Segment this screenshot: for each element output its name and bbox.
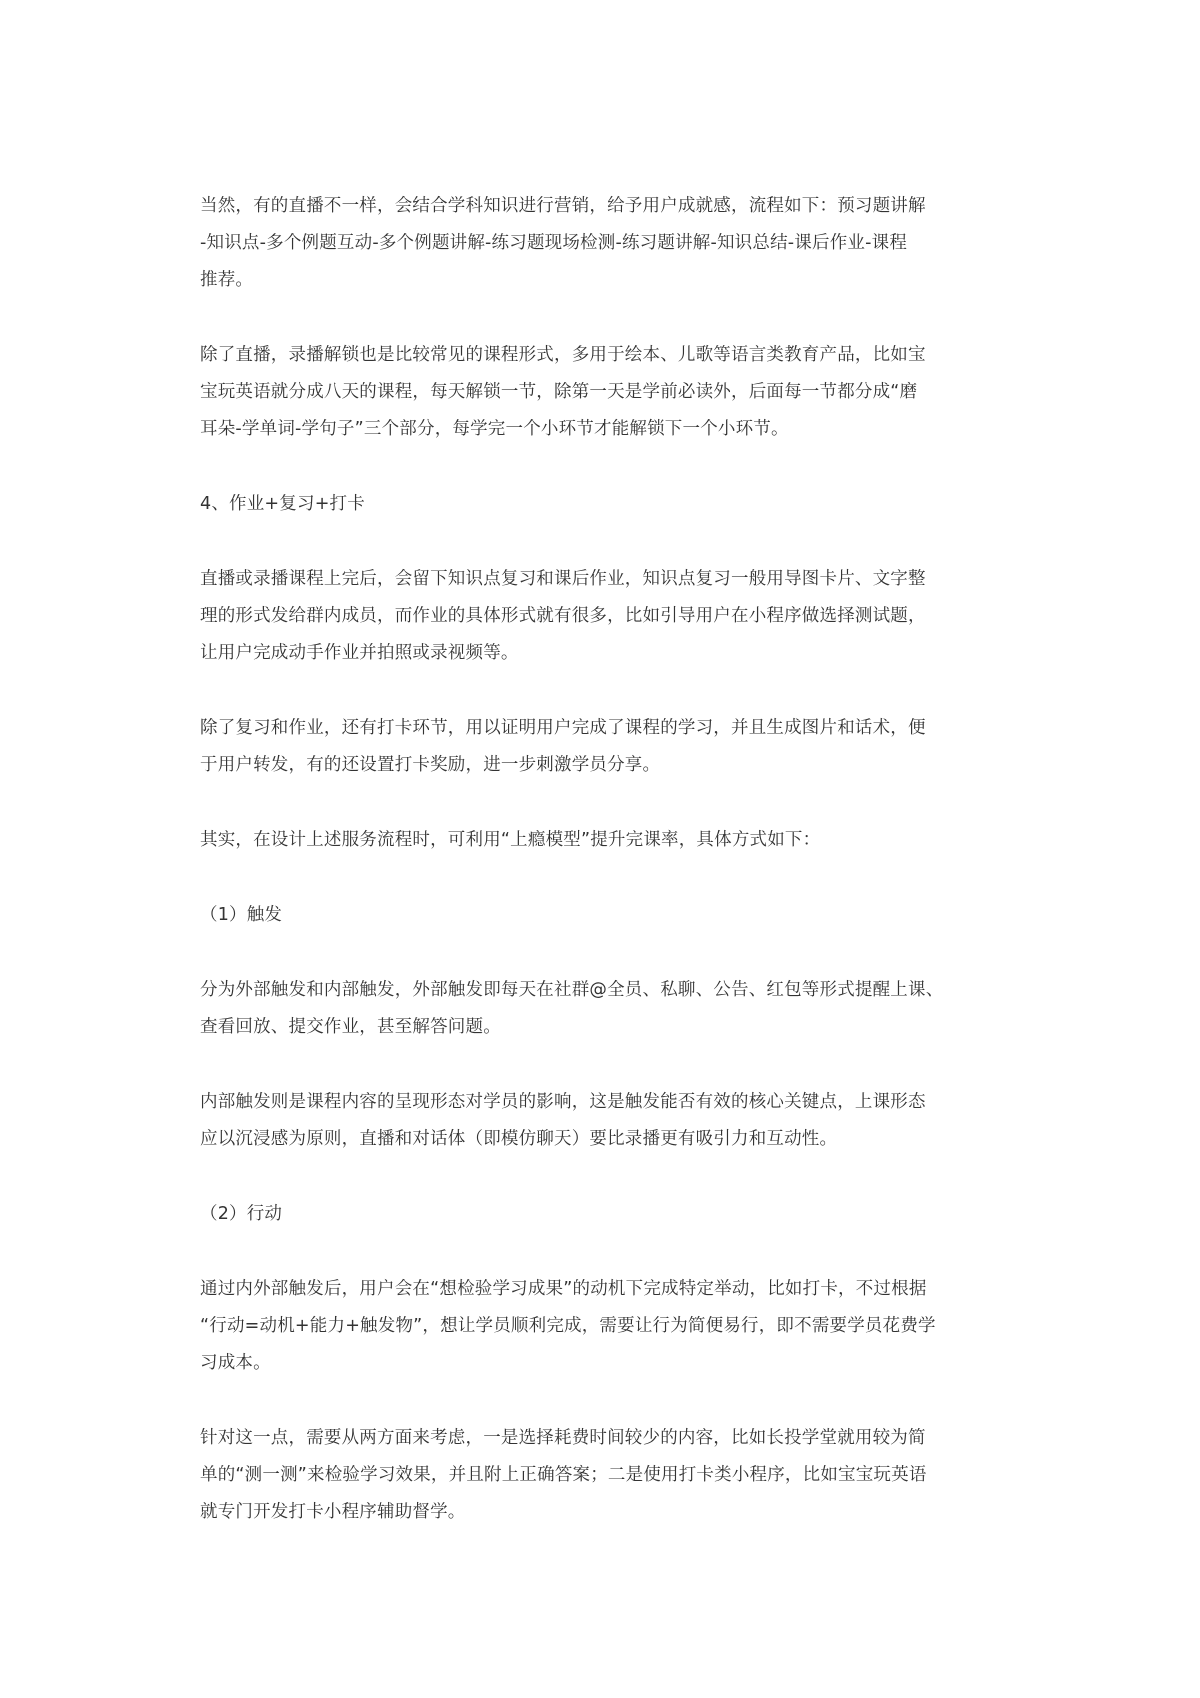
paragraph-external-trigger [200, 972, 1010, 1046]
paragraph-line: 分为外部触发和内部触发，外部触发即每天在社群@全员、私聊、公告、红包等形式提醒上课、 [200, 980, 944, 1000]
paragraph-line: 应以沉浸感为原则，直播和对话体（即模仿聊天）要比录播更有吸引力和互动性。 [200, 1129, 838, 1149]
paragraph-two-aspects [200, 1420, 1010, 1531]
heading-line: （2）行动 [200, 1204, 283, 1224]
paragraph-line: 内部触发则是课程内容的呈现形态对学员的影响，这是触发能否有效的核心关键点，上课形态 [200, 1092, 926, 1112]
section-heading-4 [200, 486, 1010, 523]
paragraph-line: 于用户转发，有的还设置打卡奖励，进一步刺激学员分享。 [200, 755, 661, 775]
paragraph-line: -知识点-多个例题互动-多个例题讲解-练习题现场检测-练习题讲解-知识总结-课后作业-课程 [200, 233, 908, 253]
paragraph-line: 单的“测一测”来检验学习效果，并且附上正确答案；二是使用打卡类小程序，比如宝宝玩英语 [200, 1465, 927, 1485]
paragraph-line: 习成本。 [200, 1353, 271, 1373]
paragraph-line: 直播或录播课程上完后，会留下知识点复习和课后作业，知识点复习一般用导图卡片、文字整 [200, 569, 926, 589]
paragraph-line: 查看回放、提交作业，甚至解答问题。 [200, 1017, 501, 1037]
paragraph-live-marketing [200, 188, 1010, 299]
paragraph-check-in [200, 710, 1010, 784]
paragraph-line: 其实，在设计上述服务流程时，可利用“上瘾模型”提升完课率，具体方式如下： [200, 830, 821, 850]
paragraph-internal-trigger [200, 1084, 1010, 1158]
paragraph-line: 就专门开发打卡小程序辅助督学。 [200, 1502, 466, 1522]
paragraph-line: 针对这一点，需要从两方面来考虑，一是选择耗费时间较少的内容，比如长投学堂就用较为简 [200, 1428, 926, 1448]
paragraph-line: 除了直播，录播解锁也是比较常见的课程形式，多用于绘本、儿歌等语言类教育产品，比如宝 [200, 345, 926, 365]
paragraph-line: 通过内外部触发后，用户会在“想检验学习成果”的动机下完成特定举动，比如打卡，不过根据 [200, 1279, 927, 1299]
heading-line: （1）触发 [200, 905, 283, 925]
paragraph-line: 当然，有的直播不一样，会结合学科知识进行营销，给予用户成就感，流程如下：预习题讲解 [200, 196, 926, 216]
heading-line: 4、作业+复习+打卡 [200, 494, 365, 514]
paragraph-line: “行动=动机+能力+触发物”，想让学员顺利完成，需要让行为简便易行，即不需要学员花费学 [200, 1316, 936, 1336]
paragraph-line: 理的形式发给群内成员，而作业的具体形式就有很多，比如引导用户在小程序做选择测试题， [200, 606, 926, 626]
paragraph-line: 让用户完成动手作业并拍照或录视频等。 [200, 643, 519, 663]
paragraph-recorded-unlock [200, 337, 1010, 448]
paragraph-line: 推荐。 [200, 270, 254, 290]
paragraph-line: 除了复习和作业，还有打卡环节，用以证明用户完成了课程的学习，并且生成图片和话术，便 [200, 718, 926, 738]
subheading-trigger [200, 897, 1010, 934]
paragraph-homework-review [200, 561, 1010, 672]
subheading-action [200, 1196, 1010, 1233]
paragraph-action-detail [200, 1271, 1010, 1382]
paragraph-hook-model [200, 822, 1010, 859]
paragraph-line: 宝玩英语就分成八天的课程，每天解锁一节，除第一天是学前必读外，后面每一节都分成“磨 [200, 382, 918, 402]
paragraph-line: 耳朵-学单词-学句子”三个部分，每学完一个小环节才能解锁下一个小环节。 [200, 419, 789, 439]
